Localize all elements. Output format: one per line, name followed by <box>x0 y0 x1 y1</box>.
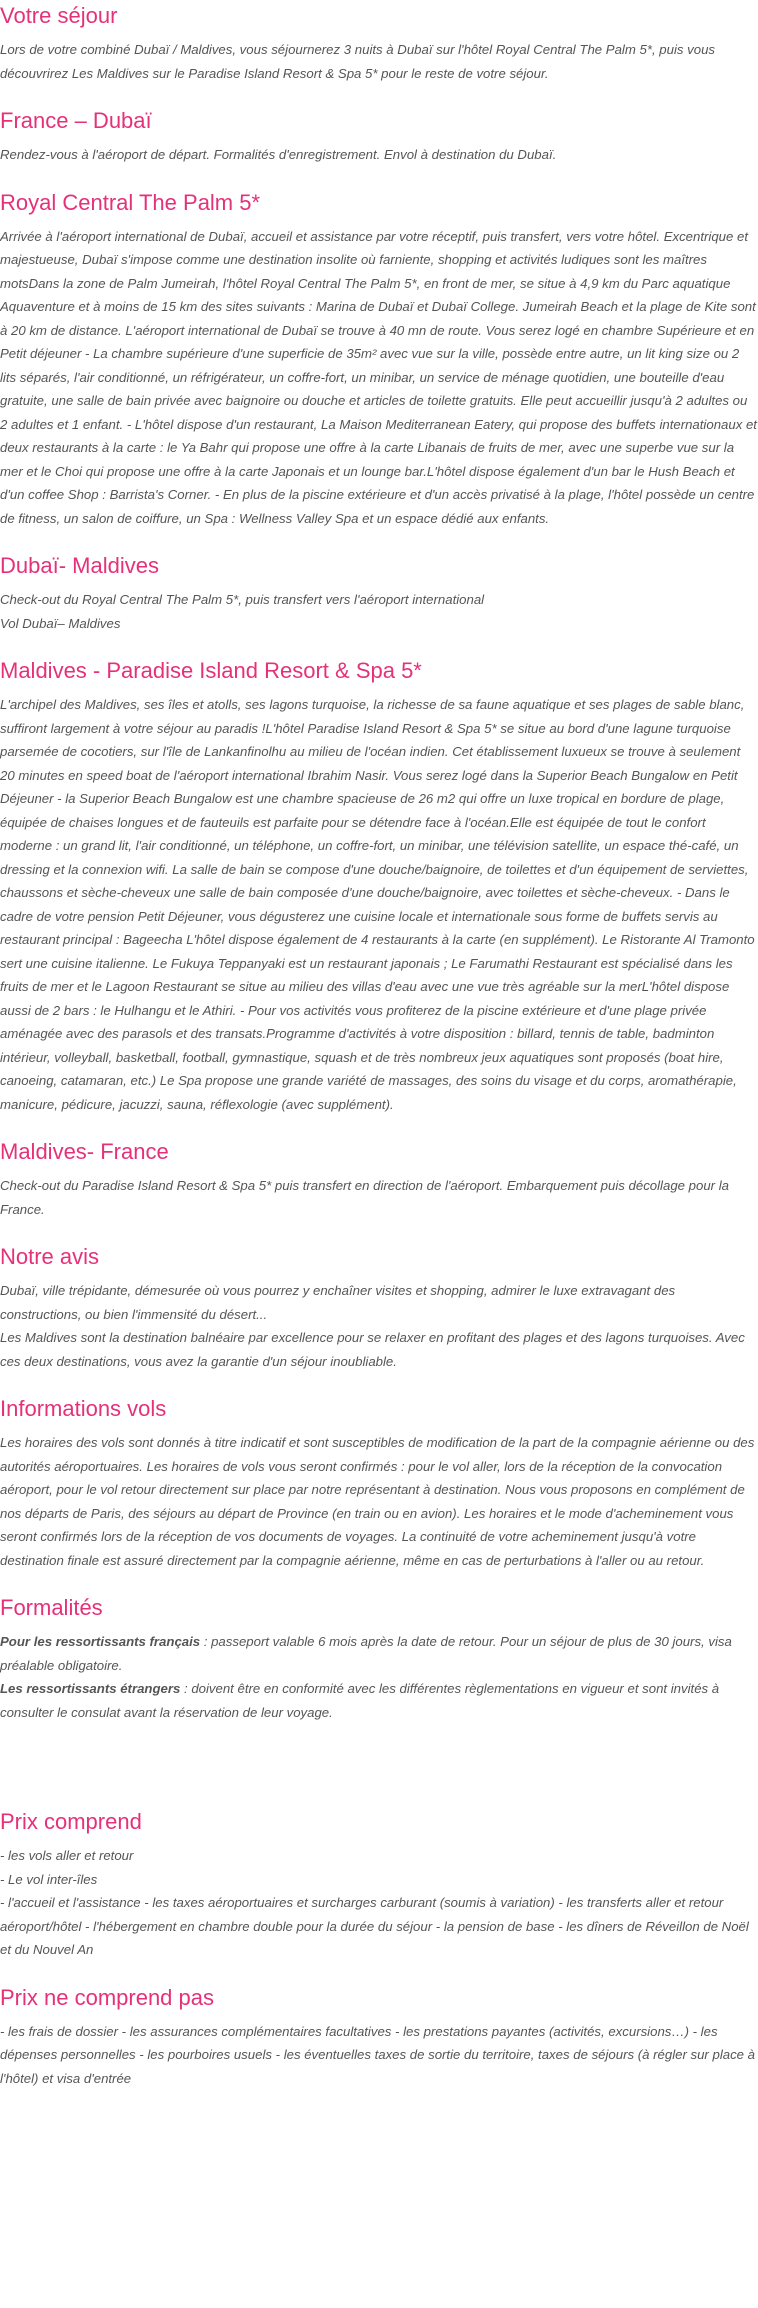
section-title: Maldives - Paradise Island Resort & Spa 5* <box>0 658 422 683</box>
section-title: Prix comprend <box>0 1809 142 1834</box>
spacer <box>0 1744 758 1806</box>
section-prix-ne-comprend <box>0 1982 758 2111</box>
section-text: Rendez-vous à l'aéroport de départ. Formalités d'enregistrement. Envol à destination du Dubaï. <box>0 147 557 162</box>
section-title: Notre avis <box>0 1244 100 1269</box>
section-text: Les horaires des vols sont donnés à titre indicatif et sont susceptibles de modification de la part de la compagnie aérienne ou des autorités aéroportuaires. Les horaires de vols vous seront confirmés : pour le vol aller, lors de la réception de la convocation aéroport, pour le vol retour directement sur place par notre représentant à destination. Nous vous proposons en complément de nos départs de Paris, des séjours au départ de Province (en train ou en avion). Les horaires et le mode d'acheminement vous seront confirmés lors de la réception de vos documents de voyages. La continuité de votre acheminement jusqu'à votre destination finale est assuré directement par la compagnie aérienne, même en cas de perturbations à l'aller ou au retour. <box>0 1435 755 1568</box>
section-text: Check-out du Paradise Island Resort & Spa 5* puis transfert en direction de l'aéroport. Embarquement puis décollage pour la France. <box>0 1178 729 1217</box>
section-text: - les frais de dossier - les assurances complémentaires facultatives - les prestations payantes (activités, excursions…) - les dépenses personnelles - les pourboires usuels - les éventuelles taxes de sortie du territoire, taxes de séjours (à régler sur place à l'hôtel) et visa d'entrée <box>0 2023 756 2086</box>
formalites-francais <box>0 1630 758 1677</box>
formalites-francais-label: Pour les ressortissants français <box>0 1634 201 1649</box>
section-title: Formalités <box>0 1595 103 1620</box>
formalites-etrangers <box>0 1677 758 1724</box>
section-title: Dubaï- Maldives <box>0 553 159 578</box>
section-title: Royal Central The Palm 5* <box>0 189 261 215</box>
section-line: Les Maldives sont la destination balnéaire par excellence pour se relaxer en profitant des plages et des lagons turquoises. Avec ces deux destinations, vous avez la garantie d'un séjour inoubliable. <box>0 1330 745 1369</box>
section-line: Vol Dubaï– Maldives <box>0 615 121 631</box>
section-line: Check-out du Royal Central The Palm 5*, puis transfert vers l'aéroport international <box>0 592 485 607</box>
section-dubai-maldives <box>0 550 758 655</box>
section-text: L'archipel des Maldives, ses îles et atolls, ses lagons turquoise, la richesse de sa faune aquatique et ses plages de sable blanc, suffiront largement à votre séjour au paradis !L'hôtel Paradise Island Resort & Spa 5* se situe au bord d'une lagune turquoise parsemée de cocotiers, sur l'île de Lankanfinolhu au milieu de l'océan indien. Cet établissement luxueux se trouve à seulement 20 minutes en speed boat de l'aéroport international Ibrahim Nasir. Vous serez logé dans la Superior Beach Bungalow en Petit Déjeuner - la Superior Beach Bungalow est une chambre spacieuse de 26 m2 qui offre un luxe tropical en bordure de plage, équipée de chaises longues et de fauteuils est parfaite pour se détendre face à l'océan.Elle est équipée de tout le confort moderne : un grand lit, l'air conditionné, un téléphone, un coffre-fort, un minibar, une télévision satellite, un espace thé-café, un dressing et la connexion wifi. La salle de bain se compose d'une douche/baignoire, de toilettes et d'un équipement de serviettes, chaussons et sèche-cheveux une salle de bain composée d'une douche/baignoire, avec toilettes et sèche-cheveux. - Dans le cadre de votre pension Petit Déjeuner, vous dégusterez une cuisine locale et internationale sous forme de buffets servis au restaurant principal : Bageecha L'hôtel dispose également de 4 restaurants à la carte (en supplément). Le Ristorante Al Tramonto sert une cuisine italienne. Le Fukuya Teppanyaki est un restaurant japonais ; Le Farumathi Restaurant est spécialisé dans les fruits de mer et le Lagoon Restaurant se situe au milieu des villas d'eau avec une vue très agréable sur la merL'hôtel dispose aussi de 2 bars : le Hulhangu et le Athiri. - Pour vos activités vous profiterez de la piscine extérieure et d'une plage privée aménagée avec des parasols et des transats.Programme d'activités à votre disposition : billard, tennis de table, badminton intérieur, volleyball, basketball, football, gymnastique, squash et de très nombreux jeux aquatiques sont proposés (boat hire, canoeing, catamaran, etc.) Le Spa propose une grande variété de massages, des soins du visage et du corps, aromathérapie, manicure, pédicure, jacuzzi, sauna, réflexologie (avec supplément). <box>0 697 755 1112</box>
section-line: - l'accueil et l'assistance - les taxes aéroportuaires et surcharges carburant (soumis à variation) - les transferts aller et retour aéroport/hôtel - l'hébergement en chambre double pour la durée du séjour - la pension de base - les dîners de Réveillon de Noël et du Nouvel An <box>0 1895 749 1957</box>
section-title: Informations vols <box>0 1396 167 1421</box>
section-title: Prix ne comprend pas <box>0 1984 214 2010</box>
section-title: France – Dubaï <box>0 108 152 133</box>
section-prix-comprend <box>0 1806 758 1982</box>
section-title: Votre séjour <box>0 3 118 28</box>
section-line: Dubaï, ville trépidante, démesurée où vous pourrez y enchaîner visites et shopping, admirer le luxe extravagant des constructions, ou bien l'immensité du désert... <box>0 1283 676 1322</box>
section-maldives-france <box>0 1136 758 1241</box>
section-notre-avis <box>0 1241 758 1393</box>
section-royal-central <box>0 187 758 551</box>
section-title: Maldives- France <box>0 1139 169 1164</box>
formalites-francais-text: : passeport valable 6 mois après la date de retour. Pour un séjour de plus de 30 jours, visa préalable obligatoire. <box>0 1634 732 1673</box>
section-text: Arrivée à l'aéroport international de Dubaï, accueil et assistance par votre réceptif, puis transfert, vers votre hôtel. Excentrique et majestueuse, Dubaï s'impose comme une destination insolite où farniente, shopping et activités ludiques sont les maîtres motsDans la zone de Palm Jumeirah, l'hôtel Royal Central The Palm 5*, en front de mer, se situe à 4,9 km du Parc aquatique Aquaventure et à moins de 15 km des sites suivants : Marina de Dubaï et Dubaï College. Jumeirah Beach et la plage de Kite sont à 20 km de distance. L'aéroport international de Dubaï se trouve à 40 mn de route. Vous serez logé en chambre Supérieure et en Petit déjeuner - La chambre supérieure d'une superficie de 35m² avec vue sur la ville, possède entre autre, un lit king size ou 2 lits séparés, l'air conditionné, un réfrigérateur, un coffre-fort, un minibar, un service de ménage quotidien, une bouteille d'eau gratuite, une salle de bain privée avec baignoire ou douche et articles de toilette gratuits. Elle peut accueillir jusqu'à 2 adultes ou 2 adultes et 1 enfant. - L'hôtel dispose d'un restaurant, La Maison Mediterranean Eatery, qui propose des buffets internationaux et deux restaurants à la carte : le Ya Bahr qui propose une offre à la carte Libanais de fruits de mer, avec une superbe vue sur la mer et le Choi qui propose une offre à la carte Japonais et un lounge bar.L'hôtel dispose également d'un bar le Hush Beach et d'un coffee Shop : Barrista's Corner. - En plus de la piscine extérieure et d'un accès privatisé à la plage, l'hôtel possède un centre de fitness, un salon de coiffure, un Spa : Wellness Valley Spa et un espace dédié aux enfants. <box>0 228 757 526</box>
section-line: - les vols aller et retour <box>0 1848 134 1863</box>
section-formalites <box>0 1592 758 1744</box>
formalites-etrangers-text: : doivent être en conformité avec les différentes règlementations en vigueur et sont invités à consulter le consulat avant la réservation de leur voyage. <box>0 1681 720 1720</box>
section-votre-sejour <box>0 0 758 105</box>
section-text: Lors de votre combiné Dubaï / Maldives, vous séjournerez 3 nuits à Dubaï sur l'hôtel Royal Central The Palm 5*, puis vous découvrirez Les Maldives sur le Paradise Island Resort & Spa 5* pour le reste de votre séjour. <box>0 42 715 81</box>
section-line: - Le vol inter-îles <box>0 1871 98 1887</box>
section-informations-vols <box>0 1393 758 1592</box>
section-france-dubai <box>0 105 758 187</box>
section-paradise-island <box>0 655 758 1136</box>
formalites-etrangers-label: Les ressortissants étrangers <box>0 1681 181 1696</box>
